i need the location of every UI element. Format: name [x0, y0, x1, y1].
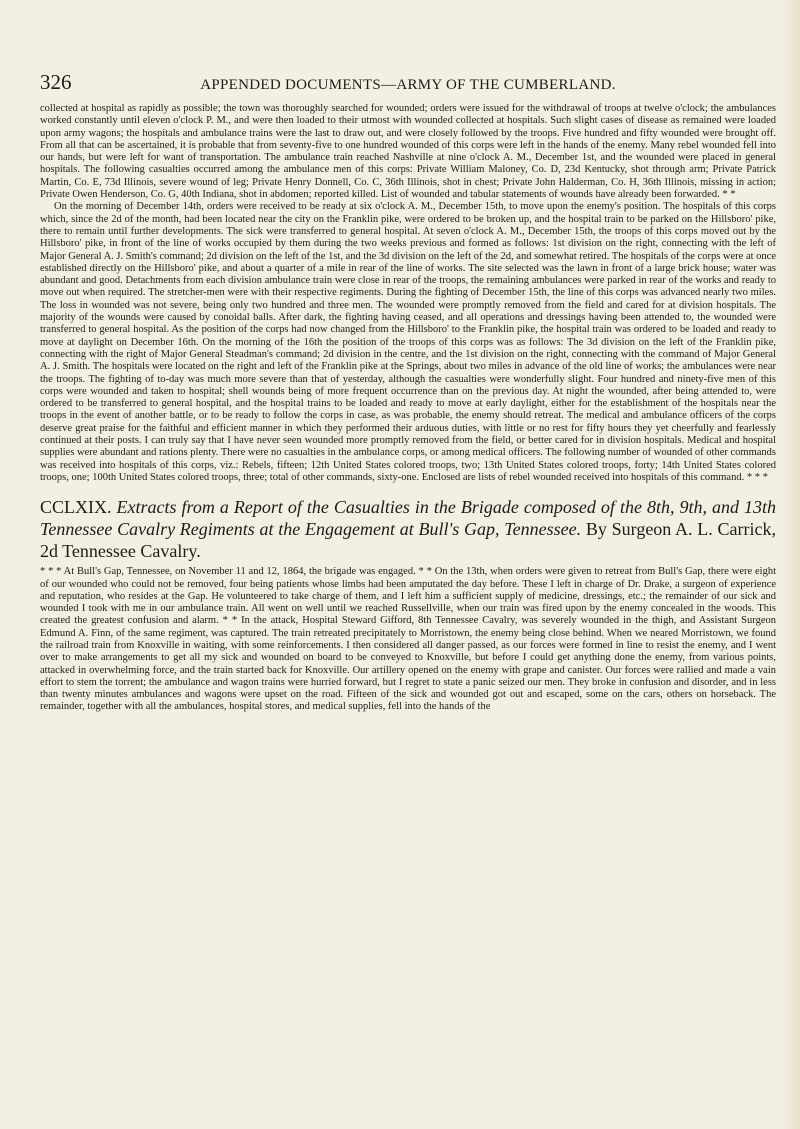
section-1-body	[40, 103, 776, 484]
paragraph: collected at hospital as rapidly as possible; the town was thoroughly searched for wounded; orders were issued for the withdrawal of troops at twelve o'clock; the ambulances worked constantly until eleven o'clock P. M., and were then loaded to their utmost with wounded collected at hospitals. Such slight cases of disease as remained were loaded upon army wagons; the hospitals and ambulance trains were the last to draw out, and were closely followed by the troops. Five hundred and fifty wounded were brought off. From all that can be ascertained, it is probable that from seventy-five to one hundred wounded of this corps were left in the hands of the enemy. Many rebel wounded fell into our hands, but were left for want of transportation. The ambulance train reached Nashville at nine o'clock A. M., December 1st, and the wounded were placed in general hospitals. The following casualties occurred among the ambulance men of this corps: Private William Maloney, Co. D, 23d Kentucky, shot through arm; Private Patrick Martin, Co. E, 73d Illinois, severe wound of leg; Private Henry Donnell, Co. C, 36th Illinois, shot in chest; Private John Halderman, Co. H, 36th Illinois, missing in action; Private Owen Henderson, Co. G, 40th Indiana, shot in abdomen; reported killed. List of wounded and tabular statements of wounds have already been forwarded. * *	[40, 103, 776, 201]
page-number: 326	[40, 72, 72, 94]
page-header	[40, 72, 776, 93]
page-edge-shadow	[782, 0, 800, 1129]
section-heading	[40, 496, 776, 562]
section-title: Extracts from a Report of the Casualties in the Brigade composed of the 8th, 9th, and 13th Tennessee Cavalry Regiments at the Engagement at Bull's Gap, Tennessee.	[40, 497, 776, 540]
section-2-body	[40, 566, 776, 714]
section-number: CCLXIX.	[40, 497, 112, 518]
document-page	[40, 72, 776, 1112]
paragraph: * * * At Bull's Gap, Tennessee, on November 11 and 12, 1864, the brigade was engaged. * * On the 13th, when orders were given to retreat from Bull's Gap, there were eight of our wounded who could not be removed, four being patients whose limbs had been amputated the day before. These I left in charge of Dr. Drake, a surgeon of experience and reputation, who resides at the Gap. He volunteered to take charge of them, and I left him a sufficient supply of medicine, dressings, etc.; the remainder of our sick and wounded I took with me in our ambulance train. All went on well until we reached Russellville, when our train was fired upon by the enemy concealed in the woods. This created the greatest confusion and alarm. * * In the attack, Hospital Steward Gifford, 8th Tennessee Cavalry, was severely wounded in the thigh, and Assistant Surgeon Edmund A. Finn, of the same regiment, was captured. The train retreated precipitately to Morristown, the enemy being close behind. When we neared Morristown, we found the railroad train from Knoxville in waiting, with some reinforcements. I then considered all danger passed, as our forces were formed in line to resist the enemy, and I went over to make arrangements to get all my sick and wounded on board to be conveyed to Knoxville, but before I could get anything done the enemy, from various points, attacked in overwhelming force, and the train started back for Knoxville. Our artillery opened on the enemy with grape and canister. Our forces were rallied and made a vain effort to stem the torrent; the ambulance and wagon trains were hurried forward, but I regret to state a panic seized our men. They broke in confusion and disorder, and in less than twenty minutes ambulances and wagons were upset on the road. Fifteen of the sick and wounded got out and escaped, some on the cars, others on horseback. The remainder, together with all the ambulances, hospital stores, and medical supplies, fell into the hands of the	[40, 566, 776, 713]
section-byline: By Surgeon A. L. Carrick, 2d Tennessee Cavalry.	[40, 519, 776, 562]
running-title: APPENDED DOCUMENTS—ARMY OF THE CUMBERLAND.	[200, 77, 616, 93]
paragraph: On the morning of December 14th, orders were received to be ready at six o'clock A. M., December 15th, to move upon the enemy's position. The hospitals of this corps which, since the 2d of the month, had been located near the city on the Franklin pike, were ordered to be broken up, and the hospital train to be parked on the Hillsboro' pike, there to remain until further developments. The sick were transferred to general hospital. At seven o'clock A. M., December 15th, the troops of this corps moved out by the Hillsboro' pike, in front of the line of works occupied by them during the two weeks previous and formed as follows: 1st division on the right, connecting with the left of Major General A. J. Smith's command; 2d division on the left of the 1st, and the 3d division on the left of the 2d, and somewhat retired. The hospitals of the corps were at once established directly on the Hillsboro' pike, and about a quarter of a mile in rear of the line of works. The site selected was the lawn in front of a large brick house; water was abundant and good. Detachments from each division ambulance train were close in rear of the troops, the remaining ambulances were parked in rear of the works and ready to move out when required. The stretcher-men were with their respective regiments. During the fighting of December 15th, the line of this corps was advanced nearly two miles. The loss in wounded was not severe, being only two hundred and three men. The wounded were promptly removed from the field and cared for at division hospitals. The majority of the wounds were caused by conoidal balls. After dark, the fighting having ceased, and all operations and dressings having been attended to, the wounded were transferred to general hospital. As the position of the corps had now changed from the Hillsboro' to the Franklin pike, the hospital train was ordered to be loaded and ready to move at daylight on December 16th. On the morning of the 16th the position of the troops of this corps was as follows: The 3d division on the left of the Franklin pike, connecting with the right of Major General Steadman's command; 2d division in the centre, and the 1st division on the right, connecting with the command of Major General A. J. Smith. The hospitals were located on the right and left of the Franklin pike at the Springs, about two miles in advance of the old line of works; the ambulances were near the troops. The fighting of to-day was much more severe than that of yesterday, although the casualties were wonderfully slight. Four hundred and ninety-five men of this corps were wounded and taken to hospital; shell wounds being of more frequent occurrence than on the previous day. At night the wounded, after being attended to, were ordered to be transferred to general hospital, and the hospital trains to be loaded and ready to move at early daylight, either for the establishment of the hospitals near the troops in the event of another battle, or to be ready to follow the corps in case, as was probable, the enemy should retreat. The medical and ambulance officers of the corps deserve great praise for the faithful and efficient manner in which they performed their arduous duties, with little or no rest for fifty hours they yet cheerfully and fearlessly continued at their posts. I can truly say that I have never seen wounded more promptly removed from the field, or better cared for in division hospitals. Medical and hospital supplies were abundant and rations plenty. There were no casualties in the ambulance corps, or among medical officers. The following number of wounded of other commands was received into hospitals of this corps, viz.: Rebels, fifteen; 12th United States colored troops, two; 13th United States colored troops, forty; 14th United States colored troops, one; 100th United States colored troops, three; total of other commands, sixty-one. Enclosed are lists of rebel wounded received into hospitals of this command. * * *	[40, 201, 776, 483]
